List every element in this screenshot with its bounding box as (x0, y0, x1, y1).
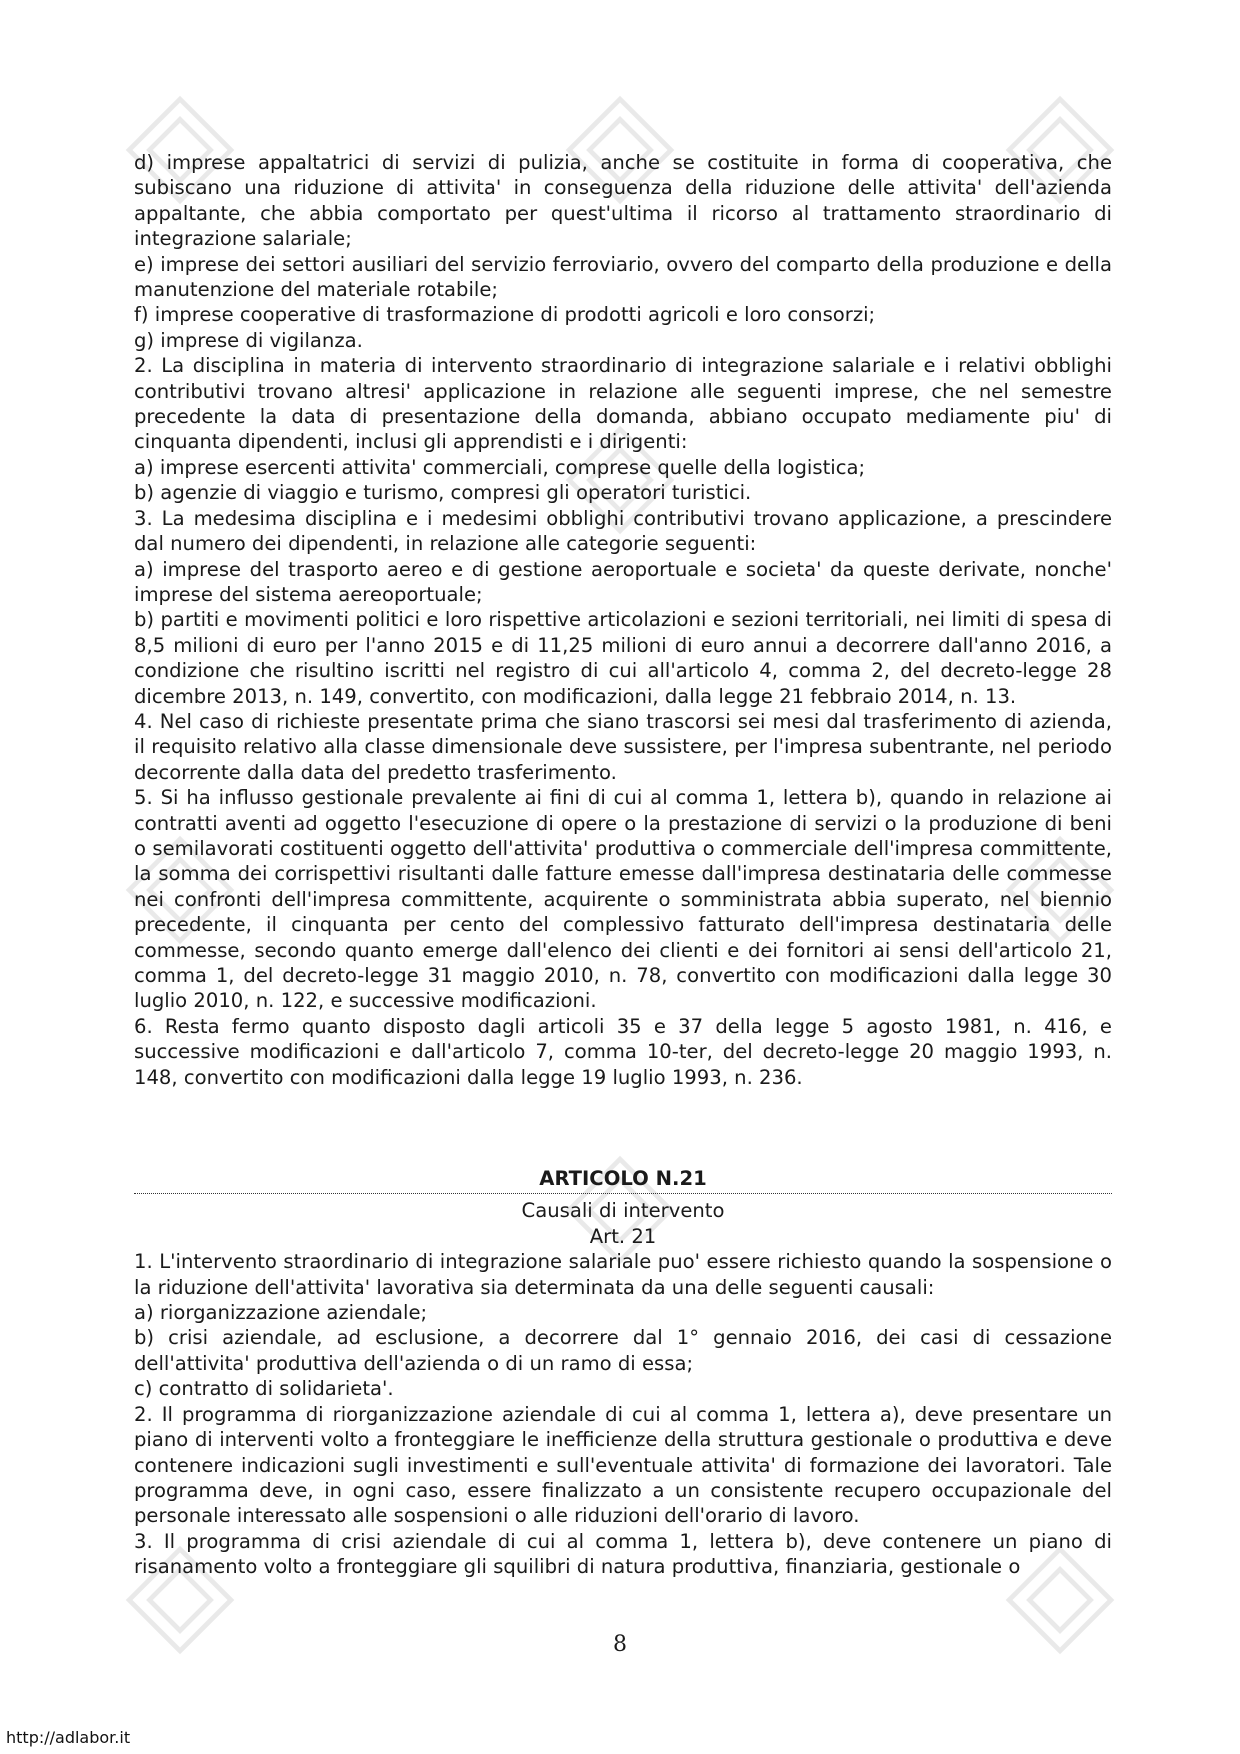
article-label: Art. 21 (589, 1224, 657, 1248)
paragraph: 2. La disciplina in materia di intervento straordinario di integrazione salariale e i relativi obblighi contributivi trovano altresi' applicazione in relazione alle seguenti imprese, che nel semestre precedente la data di presentazione della domanda, abbiano occupato mediamente piu' di cinquanta dipendenti, inclusi gli apprendisti e i dirigenti: (134, 354, 1112, 454)
paragraph: 2. Il programma di riorganizzazione aziendale di cui al comma 1, lettera a), deve presentare un piano di interventi volto a fronteggiare le inefficienze della struttura gestionale o produttiva e deve contenere indicazioni sugli investimenti e sull'eventuale attivita' di formazione dei lavoratori. Tale programma deve, in ogni caso, essere finalizzato a un consistente recupero occupazionale del personale interessato alle sospensioni o alle riduzioni dell'orario di lavoro. (134, 1402, 1112, 1528)
paragraph: 3. La medesima disciplina e i medesimi obblighi contributivi trovano applicazione, a prescindere dal numero dei dipendenti, in relazione alle categorie seguenti: (134, 506, 1112, 556)
article-heading: ARTICOLO N.21 (134, 1166, 1112, 1194)
paragraph: a) imprese esercenti attivita' commerciali, comprese quelle della logistica; (134, 455, 866, 479)
paragraph: 4. Nel caso di richieste presentate prima che siano trascorsi sei mesi dal trasferimento di azienda, il requisito relativo alla classe dimensionale deve sussistere, per l'impresa subentrante, nel periodo decorrente dalla data del predetto trasferimento. (134, 709, 1112, 784)
article-subtitle: Causali di intervento (521, 1199, 725, 1223)
paragraph: a) imprese del trasporto aereo e di gestione aeroportuale e societa' da queste derivate, nonche' imprese del sistema aereoportuale; (134, 557, 1112, 606)
section-spacer (134, 1090, 1112, 1166)
paragraph: b) agenzie di viaggio e turismo, compresi gli operatori turistici. (134, 481, 752, 505)
paragraph: g) imprese di vigilanza. (134, 328, 363, 352)
footer-url[interactable]: http://adlabor.it (6, 1728, 131, 1747)
page-content (134, 150, 1112, 1580)
paragraph: 1. L'intervento straordinario di integrazione salariale puo' essere richiesto quando la sospensione o la riduzione dell'attivita' lavorativa sia determinata da una delle seguenti causali: (134, 1250, 1112, 1299)
paragraph: 5. Si ha influsso gestionale prevalente ai fini di cui al comma 1, lettera b), quando in relazione ai contratti aventi ad oggetto l'esecuzione di opere o la prestazione di servizi o la produzione di beni o semilavorati costituenti oggetto dell'attivita' produttiva o commerciale dell'impresa committente, la somma dei corrispettivi risultanti dalle fatture emesse dall'impresa destinataria delle commesse nei confronti dell'impresa committente, acquirente o somministrata abbia superato, nel biennio precedente, il cinquanta per cento del complessivo fatturato dell'impresa destinataria delle commesse, secondo quanto emerge dall'elenco dei clienti e dei fornitori ai sensi dell'articolo 21, comma 1, del decreto-legge 31 maggio 2010, n. 78, convertito con modificazioni dalla legge 30 luglio 2010, n. 122, e successive modificazioni. (134, 786, 1112, 1013)
paragraph: d) imprese appaltatrici di servizi di pulizia, anche se costituite in forma di cooperativa, che subiscano una riduzione di attivita' in conseguenza della riduzione delle attivita' dell'azienda appaltante, che abbia comportato per quest'ultima il ricorso al trattamento straordinario di integrazione salariale; (134, 151, 1112, 251)
paragraph: e) imprese dei settori ausiliari del servizio ferroviario, ovvero del comparto della produzione e della manutenzione del materiale rotabile; (134, 252, 1112, 302)
paragraph: 6. Resta fermo quanto disposto dagli articoli 35 e 37 della legge 5 agosto 1981, n. 416, e successive modificazioni e dall'articolo 7, comma 10-ter, del decreto-legge 20 maggio 1993, n. 148, convertito con modificazioni dalla legge 19 luglio 1993, n. 236. (134, 1014, 1112, 1089)
page-number: 8 (613, 1632, 627, 1657)
paragraph: c) contratto di solidarieta'. (134, 1377, 394, 1401)
paragraph: 3. Il programma di crisi aziendale di cui al comma 1, lettera b), deve contenere un piano di risanamento volto a fronteggiare gli squilibri di natura produttiva, finanziaria, gestionale o (134, 1529, 1112, 1579)
paragraph: f) imprese cooperative di trasformazione di prodotti agricoli e loro consorzi; (134, 303, 876, 327)
paragraph: a) riorganizzazione aziendale; (134, 1301, 428, 1325)
paragraph: b) partiti e movimenti politici e loro rispettive articolazioni e sezioni territoriali, nei limiti di spesa di 8,5 milioni di euro per l'anno 2015 e di 11,25 milioni di euro annui a decorrere dall'anno 2016, a condizione che risultino iscritti nel registro di cui all'articolo 4, comma 2, del decreto-legge 28 dicembre 2013, n. 149, convertito, con modificazioni, dalla legge 21 febbraio 2014, n. 13. (134, 608, 1112, 708)
paragraph: b) crisi aziendale, ad esclusione, a decorrere dal 1° gennaio 2016, dei casi di cessazione dell'attivita' produttiva dell'azienda o di un ramo di essa; (134, 1326, 1112, 1375)
